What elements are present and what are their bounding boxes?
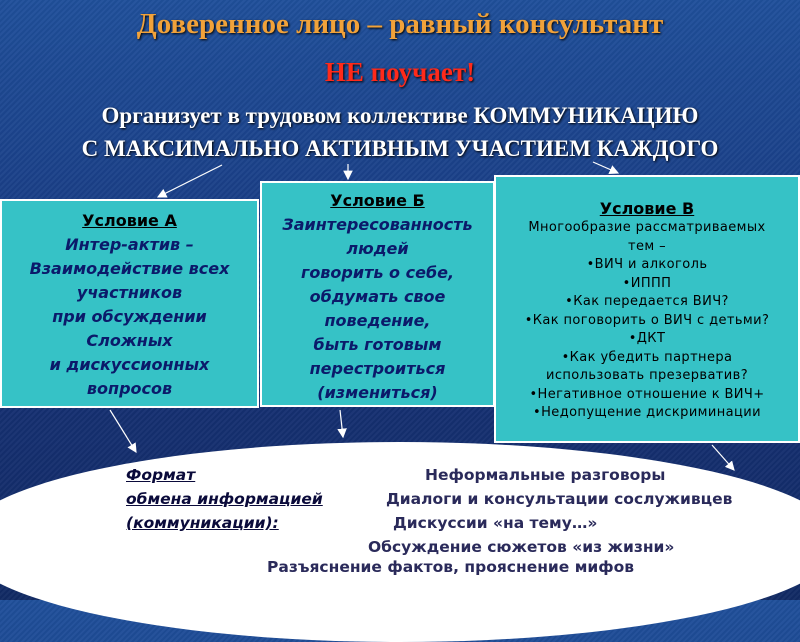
condition-c-item: •ДКТ — [628, 331, 666, 346]
format-item: Неформальные разговоры — [425, 466, 666, 484]
condition-c-heading: Условие В — [599, 199, 695, 218]
condition-a-line: участников — [76, 283, 183, 302]
format-label-3: (коммуникации): — [126, 514, 279, 532]
condition-b-line: быть готовым — [313, 335, 442, 354]
condition-a-line: вопросов — [86, 379, 173, 398]
slide-subtitle: НЕ поучает! — [324, 57, 476, 87]
format-label-1: Формат — [126, 466, 196, 484]
condition-c-item: •Как поговорить о ВИЧ с детьми? — [524, 312, 770, 328]
format-item: Диалоги и консультации сослуживцев — [386, 490, 733, 508]
condition-c-item: •Как передается ВИЧ? — [565, 294, 729, 309]
arrow-to-a — [158, 165, 222, 197]
condition-a-line: Сложных — [86, 331, 173, 350]
lead-line-2: С МАКСИМАЛЬНО АКТИВНЫМ УЧАСТИЕМ КАЖДОГО — [81, 136, 719, 161]
condition-a-heading: Условие А — [82, 211, 177, 230]
arrow-a-down — [110, 410, 136, 452]
condition-b-line: говорить о себе, — [300, 263, 455, 282]
format-item: Разъяснение фактов, прояснение мифов — [267, 558, 635, 576]
arrow-b-down — [340, 410, 343, 437]
format-item: Дискуссии «на тему…» — [393, 514, 598, 532]
format-item: Обсуждение сюжетов «из жизни» — [368, 538, 675, 556]
condition-c-item: использовать презерватив? — [545, 368, 748, 383]
slide-title: Доверенное лицо – равный консультант — [136, 8, 664, 40]
condition-a-line: Взаимодействие всех — [29, 259, 230, 278]
condition-b-heading: Условие Б — [330, 191, 425, 210]
condition-a-line: Интер-актив – — [65, 235, 194, 254]
condition-b-line: поведение, — [324, 311, 431, 330]
condition-b-line: людей — [346, 239, 409, 258]
condition-c-line: тем – — [627, 238, 666, 254]
condition-c-box — [494, 175, 800, 443]
arrow-c-down — [712, 445, 734, 470]
condition-b-box — [260, 181, 495, 407]
condition-b-line: Заинтересованность — [282, 215, 473, 234]
format-label-2: обмена информацией — [126, 490, 323, 508]
arrow-to-c — [593, 162, 618, 173]
condition-a-line: и дискуссионных — [49, 355, 210, 374]
condition-c-line: Многообразие рассматриваемых — [528, 220, 766, 235]
condition-c-item: •Как убедить партнера — [561, 349, 733, 365]
condition-c-item: •ВИЧ и алкоголь — [586, 257, 708, 272]
lead-line-1: Организует в трудовом коллективе КОММУНИКАЦИЮ — [101, 103, 699, 128]
condition-b-line: (измениться) — [317, 383, 438, 402]
condition-b-line: перестроиться — [309, 359, 446, 378]
condition-a-line: при обсуждении — [52, 307, 207, 326]
condition-a-box — [0, 199, 259, 408]
condition-b-line: обдумать свое — [309, 287, 446, 306]
condition-c-item: •Недопущение дискриминации — [533, 405, 761, 420]
condition-c-item: •ИППП — [622, 275, 672, 291]
condition-c-item: •Негативное отношение к ВИЧ+ — [529, 386, 765, 402]
